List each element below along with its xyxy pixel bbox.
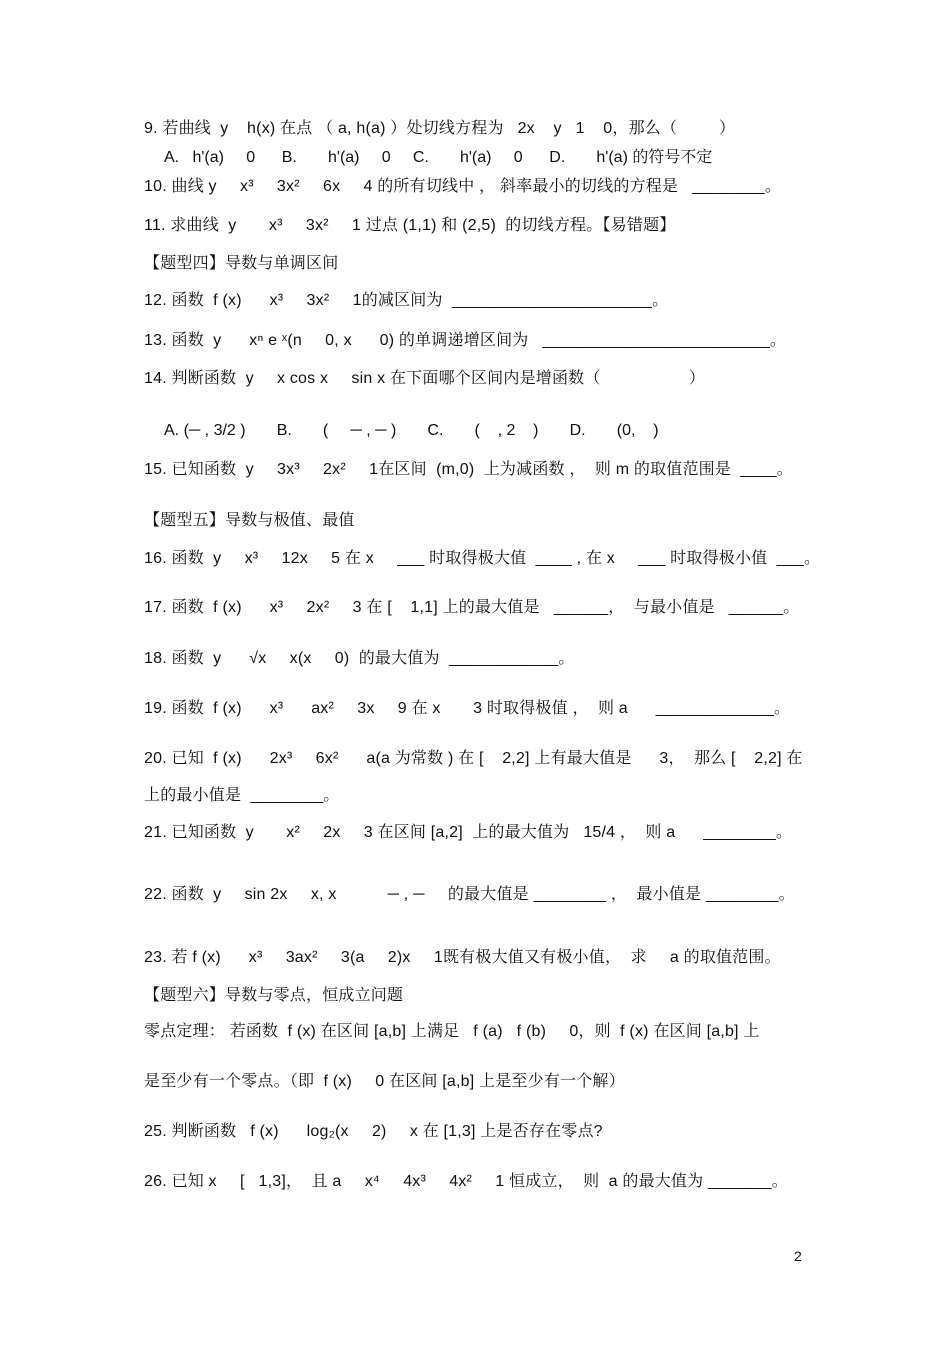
question-26: 26. 已知 x [ 1,3]， 且 a x⁴ 4x³ 4x² 1 恒成立， 则 a 的最大值为 _______。 <box>144 1173 788 1190</box>
question-10: 10. 曲线 y x³ 3x² 6x 4 的所有切线中 ， 斜率最小的切线的方程是 ________。 <box>144 178 782 195</box>
question-15: 15. 已知函数 y 3x³ 2x² 1在区间 (m,0) 上为减函数 ， 则 m 的取值范围是 ____。 <box>144 461 793 478</box>
question-21: 21. 已知函数 y x² 2x 3 在区间 [a,2] 上的最大值为 15/4 ， 则 a ________。 <box>144 824 793 841</box>
question-13: 13. 函数 y xⁿ e ˣ(n 0, x 0) 的单调递增区间为 _________________________。 <box>144 332 787 349</box>
question-19: 19. 函数 f (x) x³ ax² 3x 9 在 x 3 时取得极值 ， 则 a _____________。 <box>144 700 791 717</box>
question-25: 25. 判断函数 f (x) log₂(x 2) x 在 [1,3] 上是否存在零点? <box>144 1123 603 1140</box>
question-14-options: A. (─ , 3/2 ) B. ( ─ , ─ ) C. ( , 2 ) D. (0, ) <box>164 422 659 439</box>
question-20-line-2: 上的最小值是 ________。 <box>144 787 340 804</box>
zero-theorem-line-2: 是至少有一个零点。（即 f (x) 0 在区间 [a,b] 上是至少有一个解） <box>144 1073 625 1090</box>
question-17: 17. 函数 f (x) x³ 2x² 3 在 [ 1,1] 上的最大值是 ______， 与最小值是 ______。 <box>144 599 800 616</box>
question-9-options: A. h'(a) 0 B. h'(a) 0 C. h'(a) 0 D. h'(a) 的符号不定 <box>164 149 713 166</box>
section-type-6: 【题型六】导数与零点，恒成立问题 <box>144 987 404 1004</box>
section-type-5: 【题型五】导数与极值、最值 <box>144 512 355 529</box>
question-16: 16. 函数 y x³ 12x 5 在 x ___ 时取得极大值 ____ , 在 x ___ 时取得极小值 ___。 <box>144 550 821 567</box>
question-18: 18. 函数 y √x x(x 0) 的最大值为 ____________。 <box>144 650 575 667</box>
zero-theorem-line-1: 零点定理： 若函数 f (x) 在区间 [a,b] 上满足 f (a) f (b) 0，则 f (x) 在区间 [a,b] 上 <box>144 1023 760 1040</box>
question-9: 9. 若曲线 y h(x) 在点 （ a, h(a) ）处切线方程为 2x y 1 0，那么（ ） <box>144 120 736 137</box>
question-22: 22. 函数 y sin 2x x, x ─ , ─ 的最大值是 ________ ， 最小值是 ________。 <box>144 886 795 903</box>
question-14: 14. 判断函数 y x cos x sin x 在下面哪个区间内是增函数（ ） <box>144 370 706 387</box>
page-number: 2 <box>794 1248 802 1264</box>
question-20-line-1: 20. 已知 f (x) 2x³ 6x² a(a 为常数 ) 在 [ 2,2] 上有最大值是 3， 那么 [ 2,2] 在 <box>144 750 803 767</box>
question-23: 23. 若 f (x) x³ 3ax² 3(a 2)x 1既有极大值又有极小值， 求 a 的取值范围。 <box>144 949 781 966</box>
question-12: 12. 函数 f (x) x³ 3x² 1的减区间为 ______________________。 <box>144 292 669 309</box>
question-11: 11. 求曲线 y x³ 3x² 1 过点 (1,1) 和 (2,5) 的切线方程。【易错题】 <box>144 217 676 234</box>
section-type-4: 【题型四】导数与单调区间 <box>144 255 339 272</box>
